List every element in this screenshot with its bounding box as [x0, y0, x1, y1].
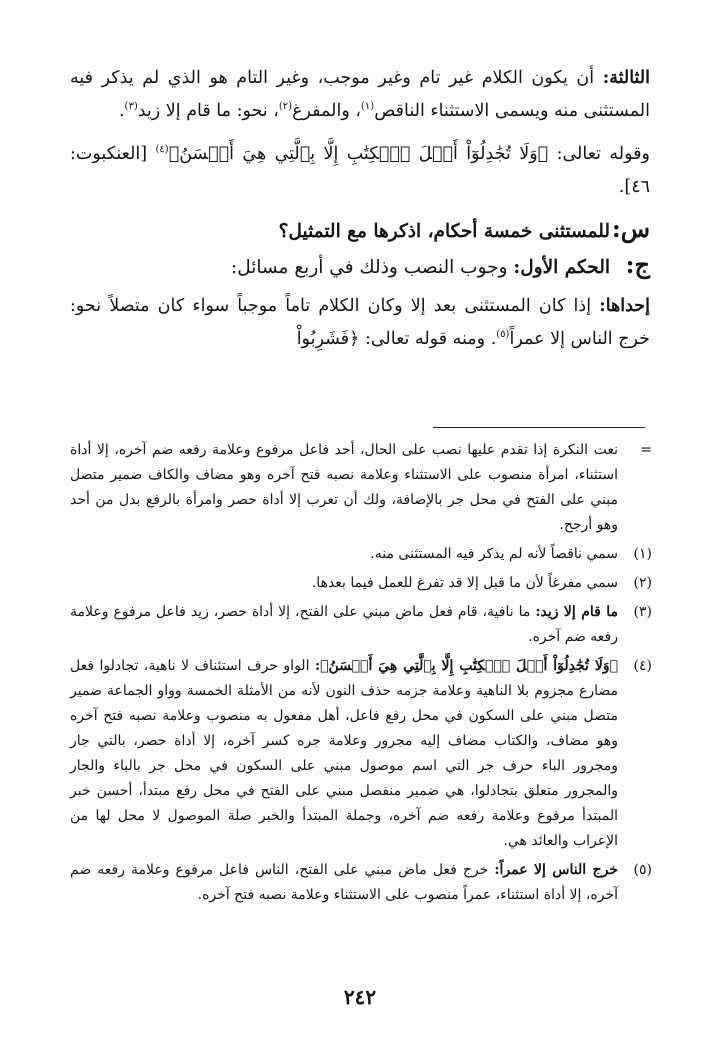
answer-mark: ج:	[625, 250, 650, 279]
page-number: ٢٤٢	[343, 985, 377, 1009]
footnotes	[70, 434, 652, 908]
main-text	[70, 62, 650, 356]
paragraph-first-case	[70, 290, 650, 356]
footnote-text: سمي مفرغاً لأن ما قبل إلا قد تفرغ للعمل فيما بعدها.	[311, 575, 618, 591]
footnote-text: سمي ناقصاً لأنه لم يذكر فيه المستثنى منه.	[370, 546, 618, 562]
third-case-label: الثالثة:	[602, 68, 650, 88]
footnote-number: (١)	[633, 546, 652, 562]
question-mark: س:	[611, 214, 650, 243]
verse-reference: [العنكبوت: ٤٦].	[70, 144, 650, 197]
third-case-text-2: ، والمفرغ	[292, 101, 362, 121]
footnote-number: (٤)	[633, 658, 652, 674]
footnote-ref-1: (١)	[361, 101, 375, 113]
quran-verse-2: ﴿فَشَرِبُواْ	[296, 329, 360, 349]
first-rule-label: الحكم الأول:	[513, 257, 610, 278]
footnote-number: (٢)	[633, 575, 652, 591]
footnote-ref-5: (٥)	[496, 329, 510, 341]
third-case-end: .	[118, 101, 125, 121]
footnote-text: خرج فعل ماض مبني على الفتح، الناس فاعل مرفوع وعلامة رفعه ضم آخره، إلا أداة استثناء، عمراً منصوب على الاستثناء وعلامة نصبه فتح آخره.	[70, 862, 618, 903]
question-row	[70, 214, 650, 250]
third-case-text-3: ، نحو: ما قام إلا زيد	[137, 101, 279, 121]
first-case-text-2: . ومنه قوله تعالى:	[364, 329, 497, 349]
footnote-number: (٣)	[633, 604, 652, 620]
footnote-ref-4: (٤)	[155, 144, 169, 156]
footnote-text: نعت النكرة إذا تقدم عليها نصب على الحال، أحد فاعل مرفوع وعلامة رفعه ضم آخره، إلا أداة استثناء، امرأة منصوب على الاستثناء وعلامة نصبه فتح آخره وهو مضاف والكاف ضمير متصل مبني على الفتح في محل جر بالإضافة، ولك أن تعرب إلا أداة حصر وامرأة بالرفع بدل من أحد وهو أرجح.	[70, 442, 618, 533]
footnote-item	[70, 600, 652, 650]
footnote-item	[70, 858, 652, 908]
footnote-number: (٥)	[633, 862, 652, 878]
footnote-item	[70, 542, 652, 567]
paragraph-verse	[70, 138, 650, 204]
footnote-text: ما نافية، قام فعل ماض مبني على الفتح، إلا أداة حصر، زيد فاعل مرفوع وعلامة رفعه ضم آخره.	[70, 604, 618, 645]
first-rule-text: وجوب النصب وذلك في أربع مسائل:	[231, 257, 508, 278]
footnote-text: الواو حرف استئناف لا ناهية، تجادلوا فعل مضارع مجزوم بلا الناهية وعلامة جزمه حذف النون لأنه من الأمثلة الخمسة وواو الجماعة ضمير متصل مبني على السكون في محل رفع فاعل، أهل مفعول به منصوب وعلامة نصبه فتح آخره وهو مضاف، والكتاب مضاف إليه مجرور وعلامة جره كسر آخره، إلا أداة حصر، بالتي جار ومجرور الباء حرف جر التي اسم موصول مبني على السكون في محل جر بالباء والجار والمجرور متعلق بتجادلوا، هي ضمير منفصل مبني على الفتح في محل رفع مبتدأ، أحسن خبر المبتدأ مرفوع وعلامة رفعه ضم آخره، وجملة المبتدأ والخبر صلة الموصول لا محل لها من الإعراب والعائد هي.	[70, 658, 618, 849]
footnote-divider	[433, 427, 645, 428]
footnote-number: =	[640, 442, 652, 458]
footnote-ref-2: (٢)	[278, 101, 293, 113]
footnote-item	[70, 438, 652, 538]
footnote-item	[70, 571, 652, 596]
paragraph-third-case	[70, 62, 650, 128]
quran-verse: ﴿وَلَا تُجَٰدِلُوٓاْ أَهۡلَ ٱلۡكِتَٰبِ إِلَّا بِٱلَّتِي هِيَ أَحۡسَنُ﴾	[168, 144, 549, 164]
question-text: للمستثنى خمسة أحكام، اذكرها مع التمثيل؟	[278, 221, 610, 242]
third-case-text: أن يكون الكلام غير تام وغير موجب، وغير التام هو الذي لم يذكر فيه المستثنى منه ويسمى الاستثناء الناقص	[70, 68, 650, 121]
first-case-label: إحداها:	[599, 296, 650, 316]
footnote-label: ما قام إلا زيد:	[535, 604, 619, 620]
verse-intro: وقوله تعالى:	[556, 144, 650, 164]
footnote-label: خرج الناس إلا عمراً:	[494, 862, 618, 878]
footnote-label: ﴿وَلَا تُجَٰدِلُوٓاْ أَهۡلَ ٱلۡكِتَٰبِ إِلَّا بِٱلَّتِي هِيَ أَحۡسَنُ﴾:	[314, 658, 618, 674]
footnote-ref-3: (٣)	[124, 101, 138, 113]
answer-row	[70, 250, 650, 286]
first-case-text: إذا كان المستثنى بعد إلا وكان الكلام تاماً موجباً سواء كان متصلاً نحو: خرج الناس إلا عمراً	[70, 296, 650, 349]
footnote-item	[70, 654, 652, 854]
